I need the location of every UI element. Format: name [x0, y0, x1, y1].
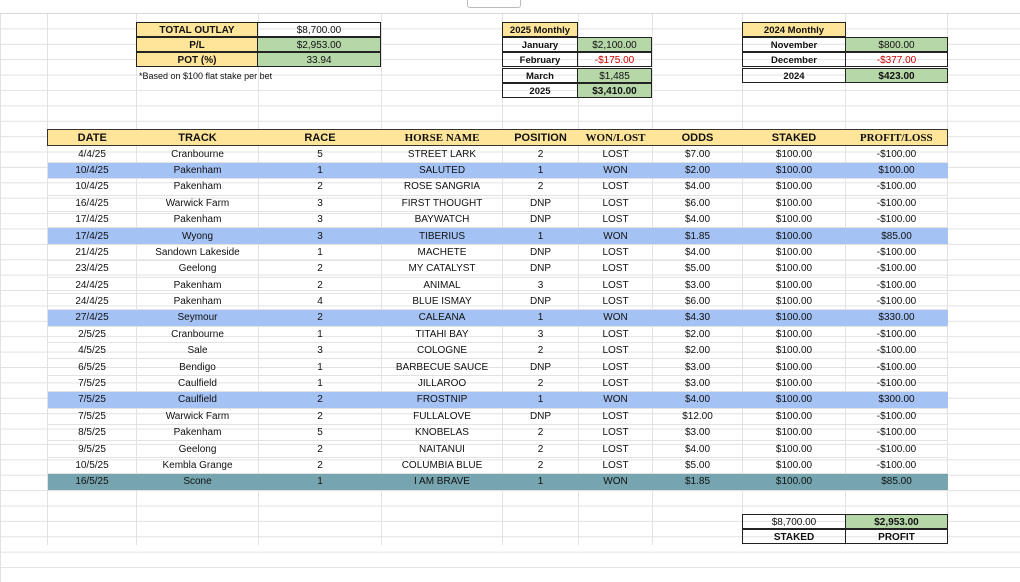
monthly-2024-total-label[interactable]: 2024 — [742, 68, 846, 83]
cell-staked[interactable]: $100.00 — [743, 474, 846, 490]
cell-staked[interactable]: $100.00 — [743, 392, 846, 408]
cell-odds[interactable]: $4.00 — [653, 244, 743, 260]
cell-position[interactable]: DNP — [503, 293, 579, 309]
cell-profit-loss[interactable]: -$100.00 — [846, 326, 948, 342]
table-row — [48, 392, 948, 408]
table-row — [48, 310, 948, 326]
cell-track[interactable]: Geelong — [137, 261, 259, 277]
cell-staked[interactable]: $100.00 — [743, 408, 846, 424]
cell-date[interactable]: 16/5/25 — [48, 474, 137, 490]
cell-result[interactable]: LOST — [579, 375, 653, 391]
cell-horse-name[interactable]: NAITANUI — [382, 441, 503, 457]
header-won-lost[interactable]: WON/LOST — [579, 130, 653, 146]
monthly-2025-title[interactable]: 2025 Monthly — [502, 22, 578, 37]
cell-staked[interactable]: $100.00 — [743, 457, 846, 473]
cell-result[interactable]: LOST — [579, 359, 653, 375]
cell-profit-loss[interactable]: -$100.00 — [846, 244, 948, 260]
pl-value[interactable]: $2,953.00 — [257, 37, 381, 52]
monthly-2024-value[interactable]: $800.00 — [845, 37, 948, 52]
cell-position[interactable]: 1 — [503, 228, 579, 244]
cell-horse-name[interactable]: ANIMAL — [382, 277, 503, 293]
cell-profit-loss[interactable]: -$100.00 — [846, 457, 948, 473]
cell-race[interactable]: 2 — [259, 179, 382, 195]
cell-race[interactable]: 2 — [259, 441, 382, 457]
cell-profit-loss[interactable]: -$100.00 — [846, 211, 948, 227]
table-row — [48, 425, 948, 441]
cell-result[interactable]: WON — [579, 474, 653, 490]
cell-result[interactable]: WON — [579, 228, 653, 244]
cell-result[interactable]: WON — [579, 310, 653, 326]
cell-date[interactable]: 17/4/25 — [48, 228, 137, 244]
cell-profit-loss[interactable]: -$100.00 — [846, 359, 948, 375]
cell-track[interactable]: Bendigo — [137, 359, 259, 375]
cell-track[interactable]: Caulfield — [137, 375, 259, 391]
cell-race[interactable]: 2 — [259, 277, 382, 293]
cell-staked[interactable]: $100.00 — [743, 343, 846, 359]
cell-race[interactable]: 1 — [259, 359, 382, 375]
cell-position[interactable]: 1 — [503, 162, 579, 178]
cell-track[interactable]: Pakenham — [137, 277, 259, 293]
cell-position[interactable]: 2 — [503, 457, 579, 473]
cell-position[interactable]: 2 — [503, 441, 579, 457]
cell-odds[interactable]: $4.00 — [653, 211, 743, 227]
cell-date[interactable]: 9/5/25 — [48, 441, 137, 457]
cell-profit-loss[interactable]: $85.00 — [846, 228, 948, 244]
cell-position[interactable]: 2 — [503, 179, 579, 195]
cell-position[interactable]: DNP — [503, 195, 579, 211]
cell-track[interactable]: Pakenham — [137, 162, 259, 178]
header-odds[interactable]: ODDS — [653, 130, 743, 146]
cell-track[interactable]: Pakenham — [137, 293, 259, 309]
cell-result[interactable]: LOST — [579, 457, 653, 473]
stake-note: *Based on $100 flat stake per bet — [139, 71, 273, 81]
cell-staked[interactable]: $100.00 — [743, 310, 846, 326]
cell-date[interactable]: 21/4/25 — [48, 244, 137, 260]
total-outlay-value[interactable]: $8,700.00 — [257, 22, 381, 37]
cell-profit-loss[interactable]: -$100.00 — [846, 425, 948, 441]
monthly-2025-total-label[interactable]: 2025 — [502, 83, 578, 98]
cell-result[interactable]: LOST — [579, 293, 653, 309]
cell-result[interactable]: LOST — [579, 211, 653, 227]
cell-staked[interactable]: $100.00 — [743, 441, 846, 457]
cell-date[interactable]: 24/4/25 — [48, 277, 137, 293]
cell-horse-name[interactable]: FROSTNIP — [382, 392, 503, 408]
cell-odds[interactable]: $4.00 — [653, 392, 743, 408]
monthly-2025-value[interactable]: $2,100.00 — [577, 37, 652, 52]
cell-race[interactable]: 1 — [259, 326, 382, 342]
cell-race[interactable]: 3 — [259, 211, 382, 227]
cell-race[interactable]: 5 — [259, 425, 382, 441]
cell-position[interactable]: DNP — [503, 359, 579, 375]
cell-result[interactable]: LOST — [579, 408, 653, 424]
table-row — [48, 441, 948, 457]
cell-staked[interactable]: $100.00 — [743, 326, 846, 342]
monthly-2024-month[interactable]: December — [742, 52, 846, 67]
cell-profit-loss[interactable]: -$100.00 — [846, 293, 948, 309]
cell-odds[interactable]: $3.00 — [653, 359, 743, 375]
cell-position[interactable]: 1 — [503, 310, 579, 326]
table-row — [48, 261, 948, 277]
table-row — [48, 277, 948, 293]
cell-date[interactable]: 8/5/25 — [48, 425, 137, 441]
monthly-2024-total-value[interactable]: $423.00 — [845, 68, 948, 83]
cell-date[interactable]: 2/5/25 — [48, 326, 137, 342]
cell-profit-loss[interactable]: -$100.00 — [846, 195, 948, 211]
cell-horse-name[interactable]: COLOGNE — [382, 343, 503, 359]
cell-odds[interactable]: $6.00 — [653, 293, 743, 309]
cell-horse-name[interactable]: BAYWATCH — [382, 211, 503, 227]
cell-horse-name[interactable]: CALEANA — [382, 310, 503, 326]
cell-profit-loss[interactable]: $100.00 — [846, 162, 948, 178]
cell-date[interactable]: 10/5/25 — [48, 457, 137, 473]
cell-staked[interactable]: $100.00 — [743, 261, 846, 277]
cell-race[interactable]: 1 — [259, 244, 382, 260]
cell-profit-loss[interactable]: -$100.00 — [846, 261, 948, 277]
cell-staked[interactable]: $100.00 — [743, 179, 846, 195]
cell-staked[interactable]: $100.00 — [743, 244, 846, 260]
cell-horse-name[interactable]: SALUTED — [382, 162, 503, 178]
table-row — [48, 211, 948, 227]
cell-race[interactable]: 2 — [259, 261, 382, 277]
cell-result[interactable]: LOST — [579, 261, 653, 277]
total-profit-label[interactable]: PROFIT — [845, 529, 948, 544]
cell-horse-name[interactable]: ROSE SANGRIA — [382, 179, 503, 195]
cell-horse-name[interactable]: TITAHI BAY — [382, 326, 503, 342]
cell-horse-name[interactable]: COLUMBIA BLUE — [382, 457, 503, 473]
monthly-2024-value[interactable]: -$377.00 — [845, 52, 948, 67]
cell-result[interactable]: LOST — [579, 195, 653, 211]
toolbar-edge — [0, 0, 1020, 14]
cell-profit-loss[interactable]: $85.00 — [846, 474, 948, 490]
cell-result[interactable]: LOST — [579, 441, 653, 457]
cell-race[interactable]: 4 — [259, 293, 382, 309]
cell-staked[interactable]: $100.00 — [743, 425, 846, 441]
cell-profit-loss[interactable]: -$100.00 — [846, 343, 948, 359]
cell-date[interactable]: 10/4/25 — [48, 162, 137, 178]
cell-profit-loss[interactable]: -$100.00 — [846, 441, 948, 457]
cell-date[interactable]: 23/4/25 — [48, 261, 137, 277]
total-outlay-label[interactable]: TOTAL OUTLAY — [136, 22, 258, 37]
monthly-2025-month[interactable]: January — [502, 37, 578, 52]
cell-race[interactable]: 5 — [259, 146, 382, 162]
cell-track[interactable]: Warwick Farm — [137, 195, 259, 211]
cell-race[interactable]: 3 — [259, 228, 382, 244]
cell-position[interactable]: 1 — [503, 474, 579, 490]
cell-position[interactable]: 2 — [503, 425, 579, 441]
cell-profit-loss[interactable]: $330.00 — [846, 310, 948, 326]
cell-position[interactable]: 3 — [503, 326, 579, 342]
header-date[interactable]: DATE — [48, 130, 137, 146]
table-row — [48, 343, 948, 359]
cell-position[interactable]: DNP — [503, 408, 579, 424]
cell-horse-name[interactable]: BARBECUE SAUCE — [382, 359, 503, 375]
cell-position[interactable]: DNP — [503, 211, 579, 227]
cell-staked[interactable]: $100.00 — [743, 293, 846, 309]
cell-staked[interactable]: $100.00 — [743, 195, 846, 211]
header-position[interactable]: POSITION — [503, 130, 579, 146]
cell-odds[interactable]: $2.00 — [653, 162, 743, 178]
cell-profit-loss[interactable]: -$100.00 — [846, 375, 948, 391]
total-staked-label[interactable]: STAKED — [742, 529, 846, 544]
cell-date[interactable]: 4/5/25 — [48, 343, 137, 359]
cell-race[interactable]: 1 — [259, 474, 382, 490]
cell-track[interactable]: Pakenham — [137, 425, 259, 441]
header-race[interactable]: RACE — [259, 130, 382, 146]
cell-race[interactable]: 2 — [259, 457, 382, 473]
cell-odds[interactable]: $3.00 — [653, 425, 743, 441]
pot-label[interactable]: POT (%) — [136, 52, 258, 67]
monthly-2024-month[interactable]: November — [742, 37, 846, 52]
cell-profit-loss[interactable]: -$100.00 — [846, 146, 948, 162]
cell-date[interactable]: 16/4/25 — [48, 195, 137, 211]
total-staked-value[interactable]: $8,700.00 — [742, 514, 846, 529]
cell-race[interactable]: 2 — [259, 310, 382, 326]
cell-race[interactable]: 3 — [259, 195, 382, 211]
cell-track[interactable]: Sandown Lakeside — [137, 244, 259, 260]
cell-odds[interactable]: $4.00 — [653, 179, 743, 195]
sheet-tab-handle[interactable] — [467, 0, 521, 8]
cell-staked[interactable]: $100.00 — [743, 277, 846, 293]
cell-odds[interactable]: $4.30 — [653, 310, 743, 326]
cell-staked[interactable]: $100.00 — [743, 146, 846, 162]
cell-horse-name[interactable]: KNOBELAS — [382, 425, 503, 441]
header-profit-loss[interactable]: PROFIT/LOSS — [846, 130, 948, 146]
cell-track[interactable]: Kembla Grange — [137, 457, 259, 473]
table-row — [48, 359, 948, 375]
cell-track[interactable]: Geelong — [137, 441, 259, 457]
monthly-2025-value[interactable]: -$175.00 — [577, 52, 652, 67]
cell-date[interactable]: 17/4/25 — [48, 211, 137, 227]
cell-position[interactable]: 2 — [503, 146, 579, 162]
cell-result[interactable]: LOST — [579, 244, 653, 260]
cell-result[interactable]: WON — [579, 162, 653, 178]
table-row — [48, 293, 948, 309]
cell-horse-name[interactable]: MACHETE — [382, 244, 503, 260]
cell-date[interactable]: 24/4/25 — [48, 293, 137, 309]
cell-date[interactable]: 10/4/25 — [48, 179, 137, 195]
cell-result[interactable]: LOST — [579, 146, 653, 162]
cell-date[interactable]: 4/4/25 — [48, 146, 137, 162]
cell-result[interactable]: LOST — [579, 179, 653, 195]
cell-profit-loss[interactable]: -$100.00 — [846, 277, 948, 293]
table-row — [48, 146, 948, 162]
cell-horse-name[interactable]: I AM BRAVE — [382, 474, 503, 490]
table-header-row — [48, 130, 948, 146]
monthly-2025-month[interactable]: March — [502, 68, 578, 83]
cell-staked[interactable]: $100.00 — [743, 359, 846, 375]
cell-position[interactable]: DNP — [503, 261, 579, 277]
cell-profit-loss[interactable]: -$100.00 — [846, 179, 948, 195]
cell-race[interactable]: 3 — [259, 343, 382, 359]
cell-odds[interactable]: $2.00 — [653, 343, 743, 359]
cell-horse-name[interactable]: FIRST THOUGHT — [382, 195, 503, 211]
table-row — [48, 228, 948, 244]
table-row — [48, 408, 948, 424]
table-row — [48, 179, 948, 195]
monthly-2025-total-value[interactable]: $3,410.00 — [577, 83, 652, 98]
table-row — [48, 375, 948, 391]
cell-horse-name[interactable]: MY CATALYST — [382, 261, 503, 277]
table-row — [48, 457, 948, 473]
cell-track[interactable]: Sale — [137, 343, 259, 359]
cell-date[interactable]: 7/5/25 — [48, 408, 137, 424]
table-row — [48, 326, 948, 342]
cell-date[interactable]: 27/4/25 — [48, 310, 137, 326]
cell-race[interactable]: 2 — [259, 408, 382, 424]
cell-result[interactable]: LOST — [579, 277, 653, 293]
pl-label[interactable]: P/L — [136, 37, 258, 52]
cell-position[interactable]: 1 — [503, 392, 579, 408]
table-row — [48, 195, 948, 211]
cell-position[interactable]: 2 — [503, 343, 579, 359]
cell-odds[interactable]: $5.00 — [653, 261, 743, 277]
pot-value[interactable]: 33.94 — [257, 52, 381, 67]
cell-horse-name[interactable]: TIBERIUS — [382, 228, 503, 244]
table-row — [48, 474, 948, 490]
cell-horse-name[interactable]: FULLALOVE — [382, 408, 503, 424]
cell-odds[interactable]: $3.00 — [653, 277, 743, 293]
header-staked[interactable]: STAKED — [743, 130, 846, 146]
header-track[interactable]: TRACK — [137, 130, 259, 146]
cell-odds[interactable]: $12.00 — [653, 408, 743, 424]
cell-profit-loss[interactable]: -$100.00 — [846, 408, 948, 424]
cell-odds[interactable]: $1.85 — [653, 474, 743, 490]
cell-profit-loss[interactable]: $300.00 — [846, 392, 948, 408]
cell-staked[interactable]: $100.00 — [743, 211, 846, 227]
cell-track[interactable]: Pakenham — [137, 211, 259, 227]
cell-track[interactable]: Cranbourne — [137, 326, 259, 342]
cell-track[interactable]: Warwick Farm — [137, 408, 259, 424]
cell-odds[interactable]: $2.00 — [653, 326, 743, 342]
cell-staked[interactable]: $100.00 — [743, 228, 846, 244]
cell-track[interactable]: Cranbourne — [137, 146, 259, 162]
table-row — [48, 244, 948, 260]
monthly-2025-value[interactable]: $1,485 — [577, 68, 652, 83]
bets-table — [47, 129, 948, 491]
cell-race[interactable]: 1 — [259, 162, 382, 178]
cell-odds[interactable]: $4.00 — [653, 441, 743, 457]
cell-race[interactable]: 1 — [259, 375, 382, 391]
cell-track[interactable]: Scone — [137, 474, 259, 490]
cell-staked[interactable]: $100.00 — [743, 375, 846, 391]
cell-result[interactable]: LOST — [579, 326, 653, 342]
cell-race[interactable]: 2 — [259, 392, 382, 408]
cell-result[interactable]: LOST — [579, 343, 653, 359]
cell-position[interactable]: 2 — [503, 375, 579, 391]
cell-horse-name[interactable]: BLUE ISMAY — [382, 293, 503, 309]
cell-position[interactable]: 3 — [503, 277, 579, 293]
cell-track[interactable]: Pakenham — [137, 179, 259, 195]
cell-odds[interactable]: $1.85 — [653, 228, 743, 244]
monthly-2025-month[interactable]: February — [502, 52, 578, 67]
table-row — [48, 162, 948, 178]
cell-odds[interactable]: $6.00 — [653, 195, 743, 211]
cell-odds[interactable]: $7.00 — [653, 146, 743, 162]
cell-odds[interactable]: $3.00 — [653, 375, 743, 391]
monthly-2024-title[interactable]: 2024 Monthly — [742, 22, 846, 37]
cell-track[interactable]: Wyong — [137, 228, 259, 244]
cell-date[interactable]: 7/5/25 — [48, 375, 137, 391]
cell-horse-name[interactable]: JILLAROO — [382, 375, 503, 391]
cell-position[interactable]: DNP — [503, 244, 579, 260]
cell-date[interactable]: 7/5/25 — [48, 392, 137, 408]
cell-staked[interactable]: $100.00 — [743, 162, 846, 178]
cell-result[interactable]: WON — [579, 392, 653, 408]
cell-result[interactable]: LOST — [579, 425, 653, 441]
cell-odds[interactable]: $5.00 — [653, 457, 743, 473]
total-profit-value[interactable]: $2,953.00 — [845, 514, 948, 529]
cell-track[interactable]: Seymour — [137, 310, 259, 326]
header-horse-name[interactable]: HORSE NAME — [382, 130, 503, 146]
cell-date[interactable]: 6/5/25 — [48, 359, 137, 375]
cell-track[interactable]: Caulfield — [137, 392, 259, 408]
cell-horse-name[interactable]: STREET LARK — [382, 146, 503, 162]
